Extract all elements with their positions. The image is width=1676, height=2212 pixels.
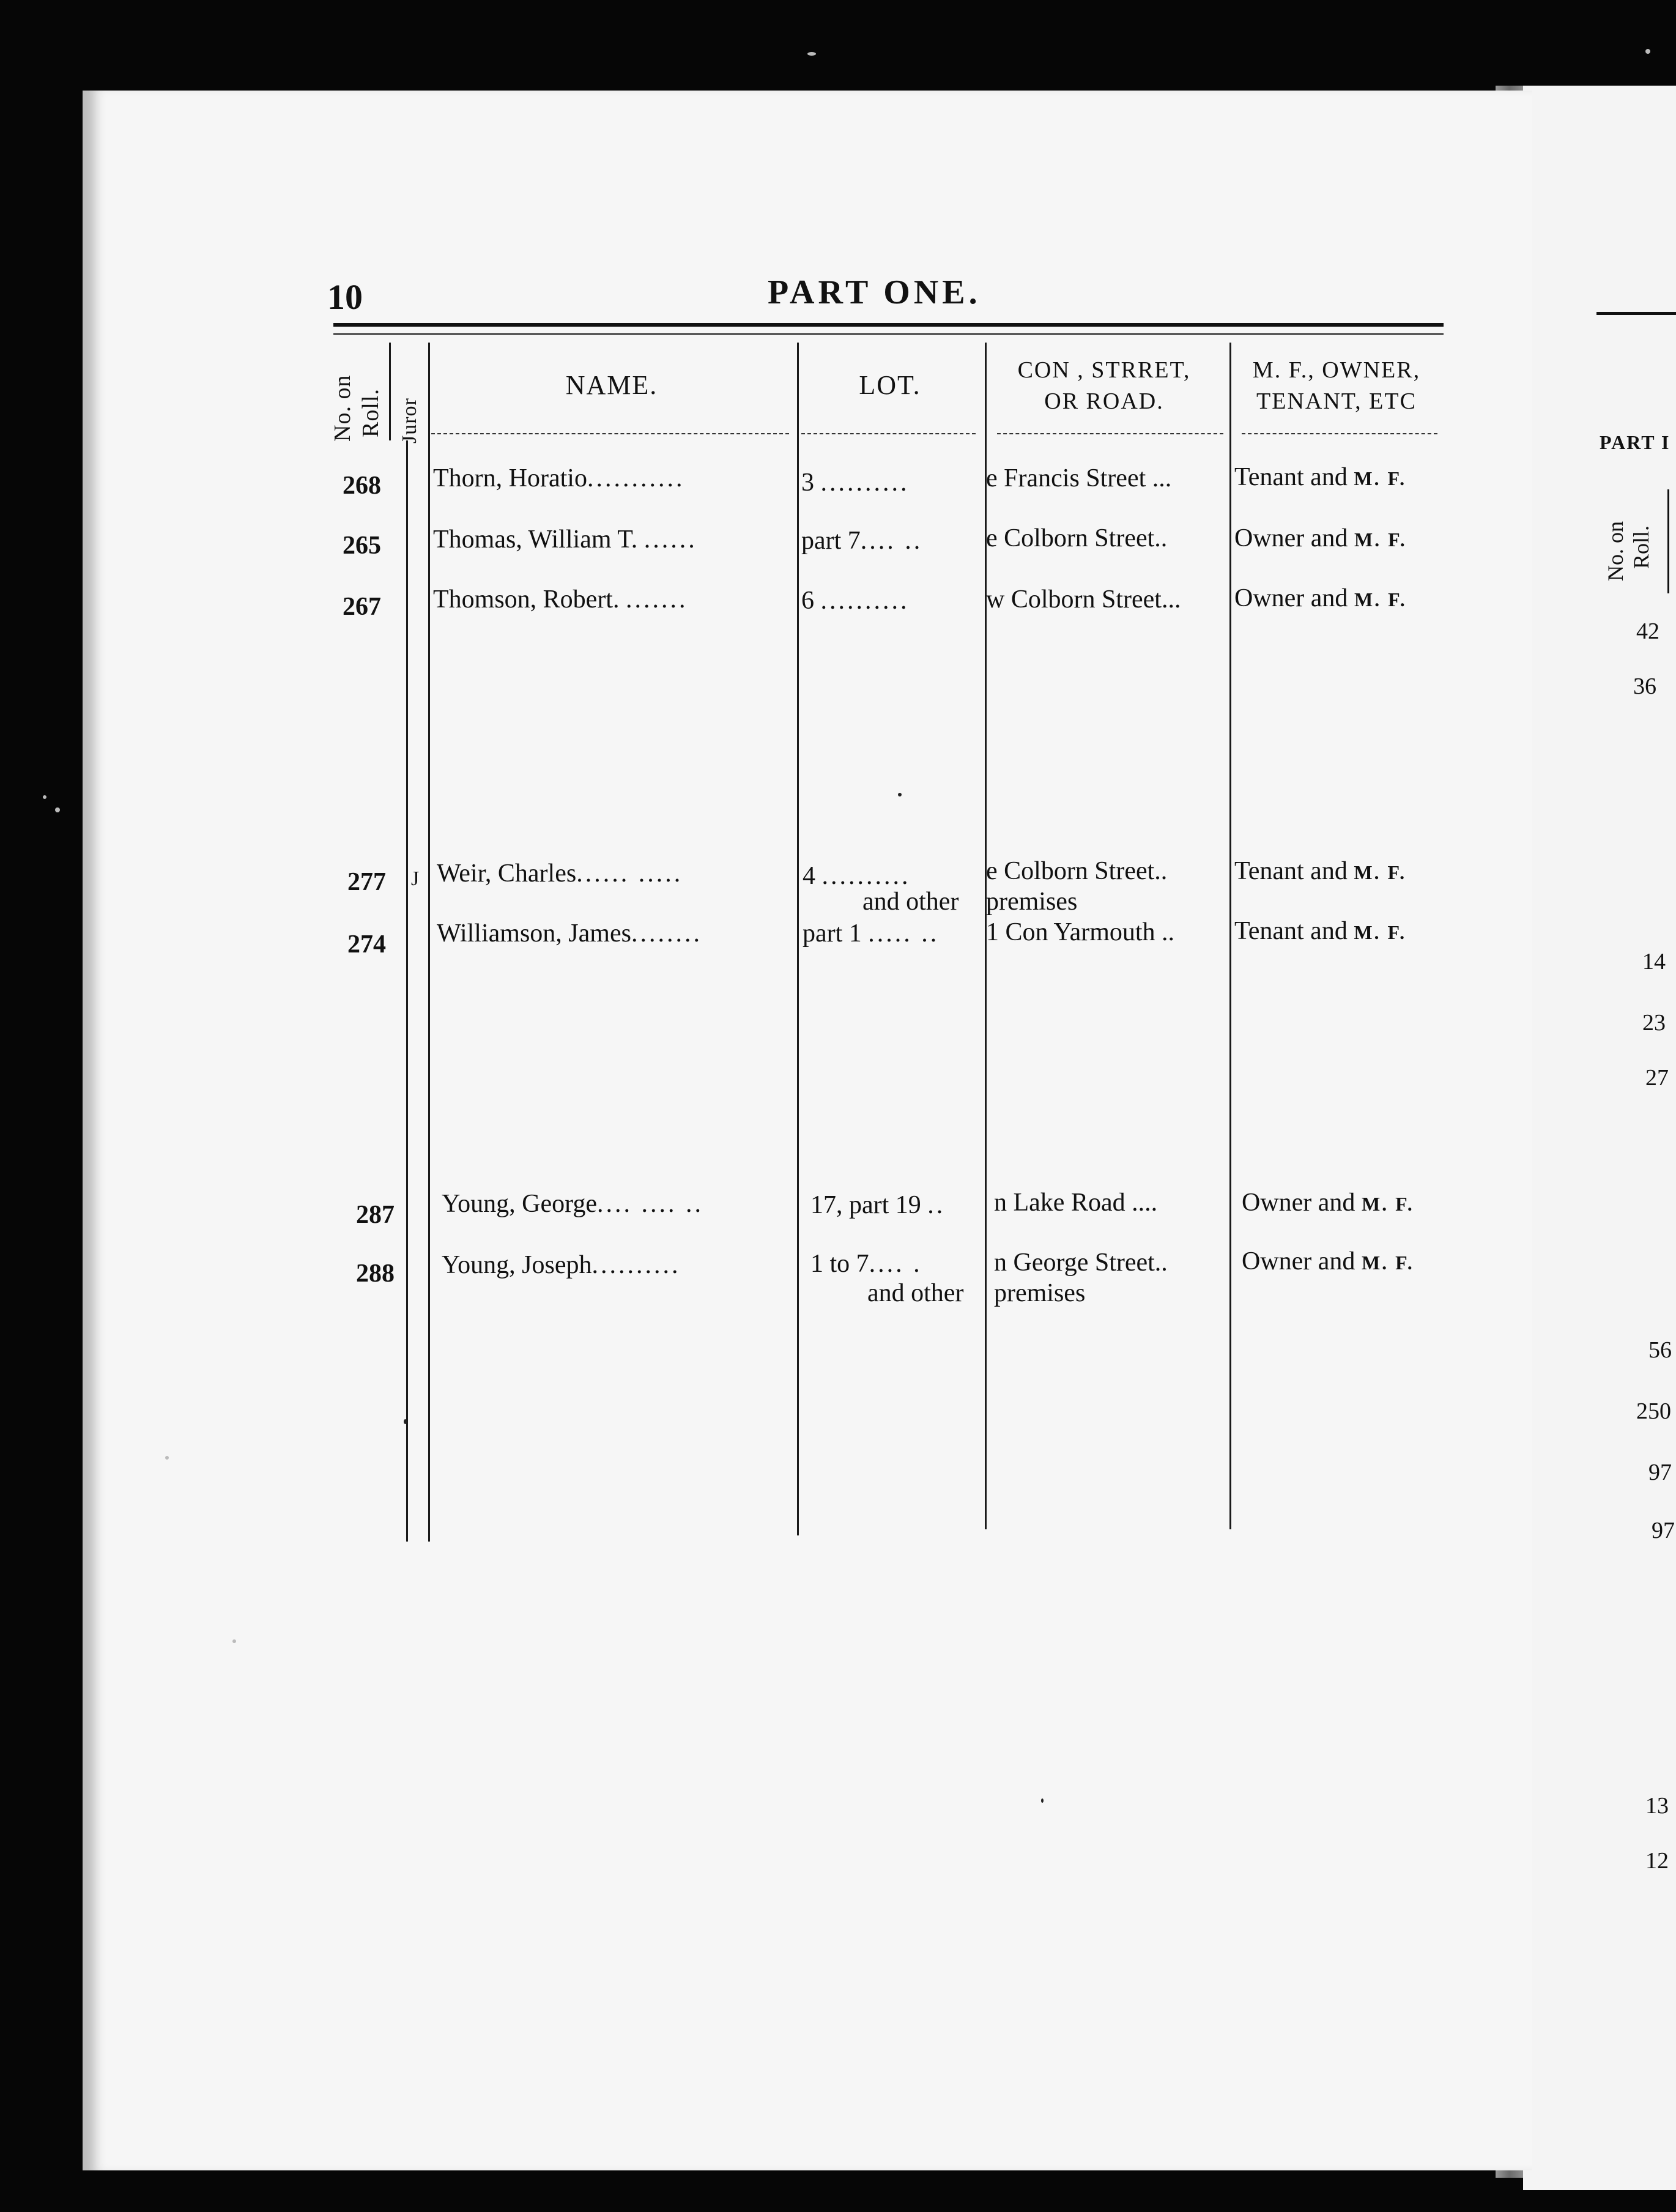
entry-lot [801,526,922,555]
name-leader: .... .... .. [596,1190,703,1218]
roll-number: 265 [343,532,381,560]
entry-status [1234,584,1407,613]
adjacent-roll-number: 56 [1648,1337,1672,1363]
entry-status [1234,856,1406,886]
roll-number: 277 [347,868,386,896]
lot-text: 3 [801,469,814,497]
column-rule-roll [389,343,391,440]
lot-continuation: and other [867,1279,964,1307]
entry-lot [803,919,939,948]
name-leader: .......... [591,1251,681,1279]
scan-speck [43,795,46,799]
name-text: Young, Joseph [442,1251,592,1279]
header-con-street-road [985,355,1223,418]
lot-text: 17, part 19 [810,1191,921,1219]
lot-leader: .... .. [860,527,923,555]
status-text: Tenant and [1234,857,1348,885]
adjacent-column-rule [1667,489,1669,593]
roll-number: 267 [343,593,381,621]
lot-text: 4 [803,862,815,890]
name-text: Williamson, James [437,919,631,948]
entry-street: 1 Con Yarmouth .. [986,918,1175,946]
page-title: PART ONE. [768,273,981,311]
adjacent-page [1523,86,1676,2190]
lot-leader: ..... .. [868,919,940,948]
entry-street: n Lake Road .... [994,1189,1158,1217]
header-lot: LOT. [859,370,921,400]
header-con-street-line-2: OR ROAD. [1044,388,1164,415]
scan-speck [1041,1798,1044,1803]
entry-street: e Colborn Street.. [986,857,1168,885]
juror-mark: J [411,867,420,890]
name-leader: ...... ..... [576,859,683,888]
header-roll: Roll. [358,388,384,437]
status-text: Tenant and [1234,917,1348,945]
status-text: Tenant and [1234,463,1348,491]
header-underline [1242,433,1437,434]
adjacent-roll-number: 23 [1642,1010,1666,1036]
header-rule [333,323,1444,327]
header-underline [431,433,789,434]
adjacent-roll-number: 13 [1645,1793,1669,1819]
lot-leader: .......... [820,587,910,615]
status-text: Owner and [1234,524,1348,552]
lot-leader: .......... [820,469,910,497]
entry-street: e Colborn Street.. [986,524,1168,552]
street-continuation: premises [986,888,1078,916]
name-leader: ........ [631,919,702,948]
scan-speck [404,1419,407,1424]
entry-lot [801,468,910,497]
entry-name [437,919,702,948]
header-mf-line-1: M. F., OWNER, [1252,357,1421,383]
adjacent-roll-number: 12 [1645,1848,1669,1874]
status-text: Owner and [1234,584,1348,612]
header-con-street-line-1: CON , STRRET, [1017,357,1191,383]
adjacent-header-line-2: Roll. [1629,525,1653,569]
entry-name [442,1189,703,1219]
scan-speck [1645,49,1650,54]
mf-label: M. F. [1354,529,1407,551]
lot-text: 1 to 7 [810,1250,869,1278]
header-mf-owner-tenant [1233,355,1441,418]
name-text: Weir, Charles [437,859,577,888]
column-rule-name [428,343,430,1542]
lot-continuation: and other [862,888,959,916]
page-number: 10 [327,277,363,317]
mf-label: M. F. [1361,1193,1414,1215]
entry-status [1234,524,1407,553]
entry-status [1242,1247,1414,1276]
adjacent-roll-number: 27 [1645,1065,1669,1091]
name-text: Young, George [442,1190,597,1218]
entry-name [433,585,688,614]
roll-number: 288 [356,1260,395,1288]
adjacent-roll-number: 97 [1648,1460,1672,1485]
entry-name [442,1250,680,1280]
lot-text: part 1 [803,919,862,948]
header-rule-thin [333,333,1444,335]
scan-speck [807,52,816,56]
name-text: Thomas, William T. [433,525,638,554]
column-rule-lot [797,343,799,1535]
column-rule-juror-left [406,440,408,1542]
roll-number: 274 [347,930,386,959]
entry-lot [803,861,911,891]
adjacent-roll-number: 42 [1636,618,1659,644]
street-continuation: premises [994,1279,1086,1307]
lot-leader: .......... [821,862,911,890]
adjacent-header-line-1: No. on [1603,521,1628,581]
entry-lot [801,586,910,615]
adjacent-page-rule [1596,312,1676,315]
entry-name [433,525,697,554]
mf-label: M. F. [1354,588,1407,611]
name-text: Thorn, Horatio [433,464,587,492]
adjacent-roll-number: 36 [1633,674,1656,699]
entry-name [437,859,683,888]
entry-lot [810,1249,922,1279]
name-leader: ...... [643,525,697,554]
header-mf-line-2: TENANT, ETC [1256,388,1417,415]
header-underline [801,433,976,434]
scan-speck [898,793,902,796]
mf-label: M. F. [1354,861,1407,883]
header-underline [997,433,1223,434]
mf-label: M. F. [1354,467,1407,489]
roll-number: 287 [356,1201,395,1229]
entry-status [1242,1188,1414,1217]
lot-leader: .... . [869,1250,922,1278]
column-rule-mf [1229,343,1231,1529]
adjacent-roll-number: 250 [1636,1398,1671,1424]
header-name: NAME. [565,370,658,400]
scan-speck [55,807,60,812]
adjacent-page-heading: PART I [1600,431,1670,453]
lot-text: 6 [801,587,814,615]
status-text: Owner and [1242,1247,1355,1275]
adjacent-roll-number: 97 [1652,1518,1675,1543]
mf-label: M. F. [1361,1252,1414,1274]
entry-street: n George Street.. [994,1249,1168,1277]
header-no-on: No. on [330,374,355,442]
roll-number: 268 [343,472,381,500]
entry-status [1234,462,1406,492]
adjacent-roll-number: 14 [1642,949,1666,974]
entry-name [433,464,684,493]
entry-lot [810,1190,945,1220]
lot-leader: .. [927,1191,946,1219]
name-text: Thomson, Robert. [433,585,620,614]
name-leader: ........... [587,464,685,492]
adjacent-page-column-header [1603,489,1676,593]
entry-street: e Francis Street ... [986,464,1172,492]
status-text: Owner and [1242,1189,1355,1217]
scan-speck [232,1639,236,1643]
mf-label: M. F. [1354,921,1407,943]
entry-street: w Colborn Street... [986,585,1181,614]
lot-text: part 7 [801,527,861,555]
name-leader: ....... [625,585,688,614]
entry-status [1234,916,1406,946]
header-juror: Juror [398,398,421,444]
scan-speck [165,1456,169,1460]
